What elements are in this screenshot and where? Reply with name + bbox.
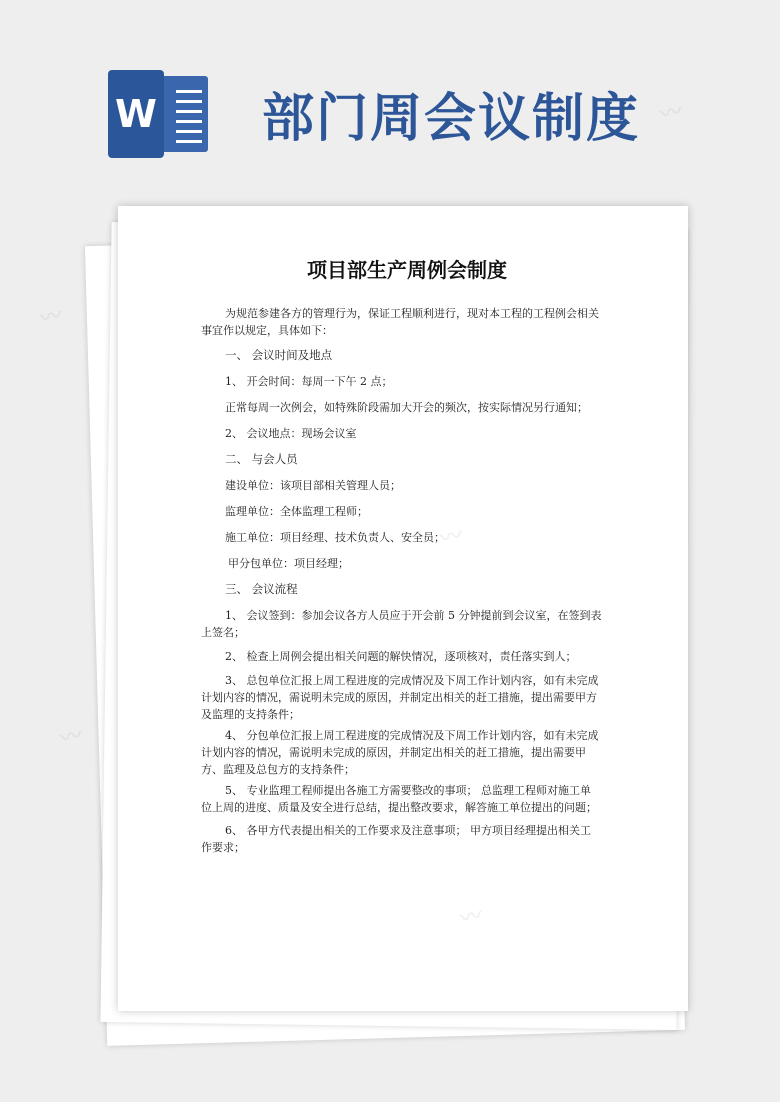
attendee-owner: 建设单位：该项目部相关管理人员； bbox=[225, 479, 401, 492]
paragraph-intro bbox=[225, 305, 599, 322]
item-meeting-place: 2、 会议地点：现场会议室 bbox=[225, 427, 357, 440]
item-meeting-time: 1、 开会时间：每周一下午 2 点； bbox=[225, 375, 393, 388]
banner-title: 部门周会议制度 bbox=[262, 89, 641, 149]
text-line: 事宜作以规定，具体如下： bbox=[201, 324, 333, 337]
watermark: 〰 bbox=[38, 302, 65, 332]
document-title: 项目部生产周例会制度 bbox=[307, 258, 507, 282]
flow-step-5: 5、 专业监理工程师提出各施工方需要整改的事项； 总监理工程师对施工单 位上周的进度、质量及安全进行总结，提出整改要求，解答施工单位提出的问题； bbox=[201, 784, 597, 814]
attendee-subcontractor: 甲分包单位：项目经理； bbox=[228, 557, 349, 570]
text-line: 为规范参建各方的管理行为，保证工程顺利进行，现对本工程的工程例会相关 bbox=[225, 307, 599, 320]
flow-step-1: 1、 会议签到：参加会议各方人员应于开会前 5 分钟提前到会议室，在签到表 上签名； bbox=[201, 609, 602, 639]
section-heading-3: 三、 会议流程 bbox=[225, 582, 298, 596]
flow-step-6: 6、 各甲方代表提出相关的工作要求及注意事项； 甲方项目经理提出相关工 作要求； bbox=[201, 824, 591, 854]
attendee-contractor: 施工单位：项目经理、技术负责人、安全员； bbox=[225, 531, 445, 544]
flow-step-3: 3、 总包单位汇报上周工程进度的完成情况及下周工作计划内容，如有未完成 计划内容的情况，需说明未完成的原因，并制定出相关的赶工措施，提出需要甲方 及监理的支持条件； bbox=[201, 674, 599, 721]
section-heading-2: 二、 与会人员 bbox=[225, 452, 298, 466]
watermark: 〰 bbox=[58, 722, 85, 752]
flow-step-2: 2、 检查上周例会提出相关问题的解快情况，逐项核对，责任落实到人； bbox=[225, 650, 577, 663]
word-document-icon bbox=[108, 70, 208, 158]
paragraph-intro-cont bbox=[201, 322, 333, 339]
attendee-supervisor: 监理单位：全体监理工程师； bbox=[225, 505, 368, 518]
flow-step-4: 4、 分包单位汇报上周工程进度的完成情况及下周工作计划内容，如有未完成 计划内容的情况，需说明未完成的原因，并制定出相关的赶工措施，提出需要甲 方、监理及总包方的支持条件； bbox=[201, 729, 599, 776]
document-body bbox=[201, 0, 613, 1102]
word-icon-letter: W bbox=[108, 70, 164, 158]
item-meeting-frequency: 正常每周一次例会，如特殊阶段需加大开会的频次，按实际情况另行通知； bbox=[225, 401, 588, 414]
section-heading-1: 一、 会议时间及地点 bbox=[225, 348, 333, 362]
watermark: 〰 bbox=[658, 98, 685, 128]
